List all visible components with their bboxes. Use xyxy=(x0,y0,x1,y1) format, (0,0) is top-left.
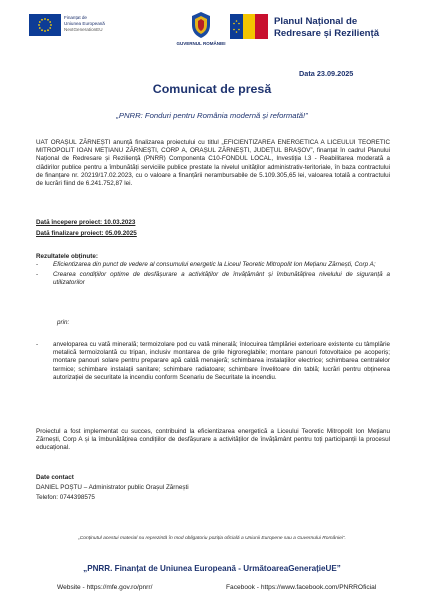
eu-funding-label: Finanțat de Uniunea Europeană NextGenerationEU xyxy=(64,15,105,32)
facebook-label: Facebook - xyxy=(226,584,261,591)
result-text: Crearea condițiilor optime de desfășurare a activităților de învățământ și îmbunătățirea nivelului de siguranță a utilizatorilor xyxy=(53,271,390,287)
result-item xyxy=(36,271,390,287)
pnrr-flag-logo xyxy=(230,14,268,39)
contact-title: Date contact xyxy=(36,474,74,481)
website-label: Website - xyxy=(57,584,87,591)
footer-slogan: „PNRR. Finanțat de Uniunea Europeană - UrmătoareaGenerațieUE” xyxy=(83,564,341,573)
contact-phone: Telefon: 0744398575 xyxy=(36,494,95,501)
results-title: Rezultatele obținute: xyxy=(36,253,98,260)
facebook-link[interactable]: https://www.facebook.com/PNRROficial xyxy=(260,584,377,591)
pnrr-label: Planul Național de Redresare și Reziliență xyxy=(274,16,380,39)
result-text: Eficientizarea din punct de vedere al consumului energetic la Liceul Teoretic Mitropolit Ion Mețianu Zărnești, Corp A; xyxy=(53,261,376,268)
website-link-group xyxy=(57,584,152,591)
end-date: Dată finalizare proiect: 05.09.2025 xyxy=(36,230,137,237)
eu-flag-logo xyxy=(29,14,61,36)
works-text: anveloparea cu vată minerală; termoizolare pod cu vată minerală; înlocuirea tâmplăriei exterioare existente cu tâmplărie metalică termoizolantă cu tripan, inclusiv montarea de grile higroreglabile; montare panouri fotovoltaice pe acoperiș; montare panouri solare pentru preparare apă caldă menajeră; schimbarea instalațiilor electrice; schimbarea centralelor termice; schimbare instalații sanitare; schimbare radiatoare; schimbare învelitoare din tablă; lucrări pentru obținerea autorizației de securitate la incendiu conform Scenariu de Securitate la incendiu. xyxy=(53,341,390,381)
result-item xyxy=(36,261,390,269)
website-link[interactable]: https://mfe.gov.ro/pnrr/ xyxy=(86,584,153,591)
facebook-link-group xyxy=(226,584,376,591)
page-title: Comunicat de presă xyxy=(152,82,272,96)
contact-name: DANIEL POȘTU – Administrator public Orașul Zărnești xyxy=(36,484,189,491)
disclaimer: „Conținutul acestui material nu reprezintă în mod obligatoriu poziția oficială a Uniunii Europene sau a Guvernului României”. xyxy=(78,536,346,541)
bullet-dash-icon: - xyxy=(36,271,39,279)
conclusion-paragraph: Proiectul a fost implementat cu succes, contribuind la eficientizarea energetică a Liceului Teoretic Mitropolit Ion Mețianu Zărnești, Corp A și la îmbunătățirea condițiilor de desfășurare a activităților de învățământ pentru toți participanții la procesul educațional. xyxy=(36,428,390,452)
romania-coat-of-arms-logo xyxy=(186,10,216,40)
start-date: Dată începere proiect: 10.03.2023 xyxy=(36,219,136,226)
press-release-date: Data 23.09.2025 xyxy=(299,69,354,78)
government-label: GUVERNUL ROMÂNIEI xyxy=(176,41,226,46)
bullet-dash-icon: - xyxy=(36,261,39,268)
intro-paragraph: UAT ORAȘUL ZĂRNEȘTI anunță finalizarea proiectului cu titlul „EFICIENTIZAREA ENERGETICA A LICEULUI TEORETIC MITROPOLIT IOAN MEȚIANU ZĂRNEȘTI, CORP A, ORAȘUL ZĂRNEȘTI, JUDEȚUL BRAȘOV”, finanțat în cadrul Planului Național de Redresare și Reziliență (PNRR) Componenta C10-FONDUL LOCAL, Investiția I.3 - Reabilitarea moderată a clădirilor publice pentru a îmbunătăți serviciile publice prestate la nivelul unităților administrativ-teritoriale, în baza contractului de finanțare nr. 20219/17.02.2023, cu o valoare a finanțării nerambursabile de 5.109.305,65 lei, valoarea totală a contractului de lucrări fiind de 6.241.752,87 lei. xyxy=(36,139,390,188)
prin-label: prin: xyxy=(57,319,70,326)
bullet-dash-icon: - xyxy=(36,341,39,348)
results-list xyxy=(36,261,390,290)
works-list-item xyxy=(36,341,390,382)
slogan: „PNRR: Fonduri pentru România modernă și reformată!” xyxy=(116,111,308,120)
logo-header xyxy=(0,8,424,46)
